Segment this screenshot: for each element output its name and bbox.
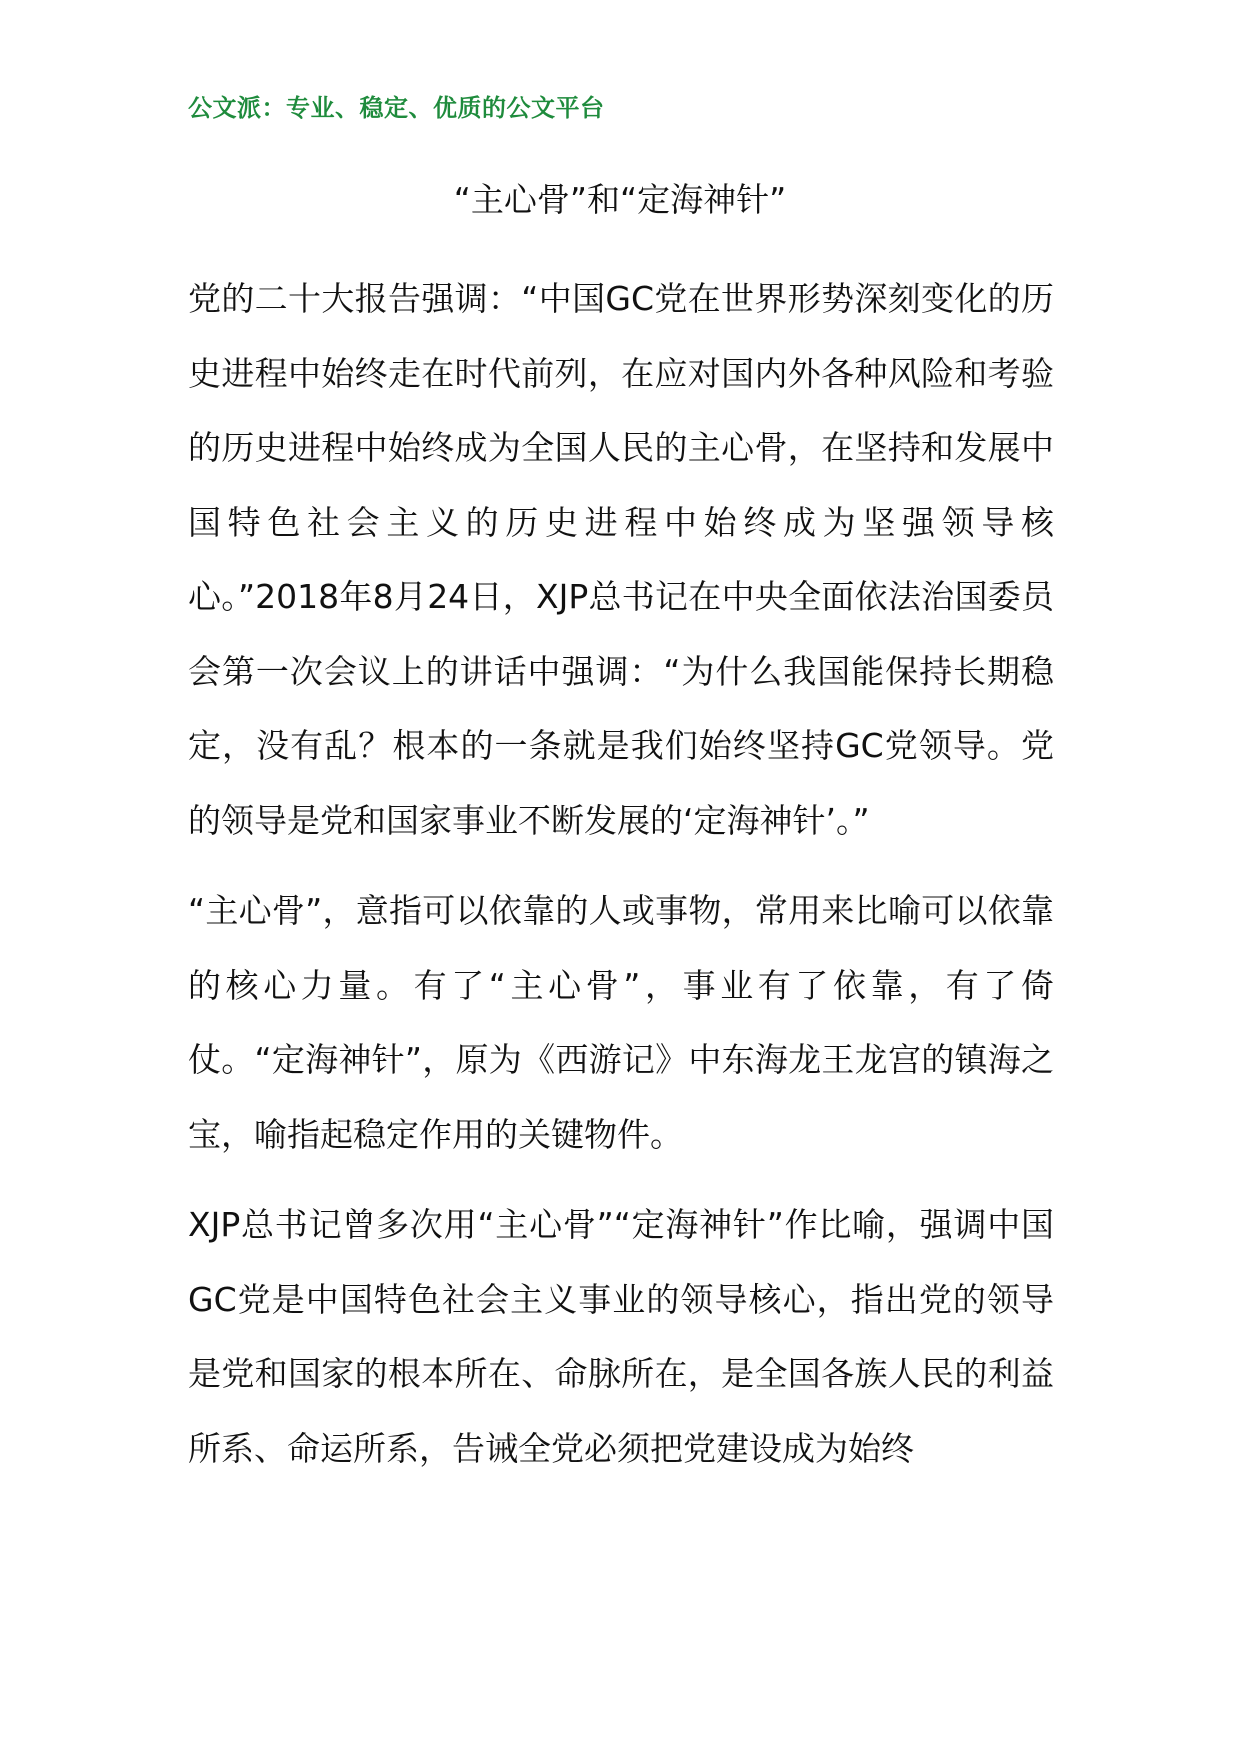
site-tagline: 公文派：专业、稳定、优质的公文平台 bbox=[188, 93, 605, 122]
document-body bbox=[188, 262, 1054, 1502]
paragraph-3: XJP总书记曾多次用“主心骨”“定海神针”作比喻，强调中国GC党是中国特色社会主义事业的领导核心，指出党的领导是党和国家的根本所在、命脉所在，是全国各族人民的利益所系、命运所系，告诫全党必须把党建设成为始终 bbox=[188, 1205, 1054, 1468]
document-title: “主心骨”和“定海神针” bbox=[453, 180, 787, 219]
paragraph-2: “主心骨”，意指可以依靠的人或事物，常用来比喻可以依靠的核心力量。有了“主心骨”，事业有了依靠，有了倚仗。“定海神针”，原为《西游记》中东海龙王龙宫的镇海之宝，喻指起稳定作用的关键物件。 bbox=[188, 891, 1054, 1154]
paragraph-1: 党的二十大报告强调：“中国GC党在世界形势深刻变化的历史进程中始终走在时代前列，在应对国内外各种风险和考验的历史进程中始终成为全国人民的主心骨，在坚持和发展中国特色社会主义的历史进程中始终成为坚强领导核心。”2018年8月24日，XJP总书记在中央全面依法治国委员会第一次会议上的讲话中强调：“为什么我国能保持长期稳定，没有乱？根本的一条就是我们始终坚持GC党领导。党的领导是党和国家事业不断发展的‘定海神针’。” bbox=[188, 279, 1054, 840]
